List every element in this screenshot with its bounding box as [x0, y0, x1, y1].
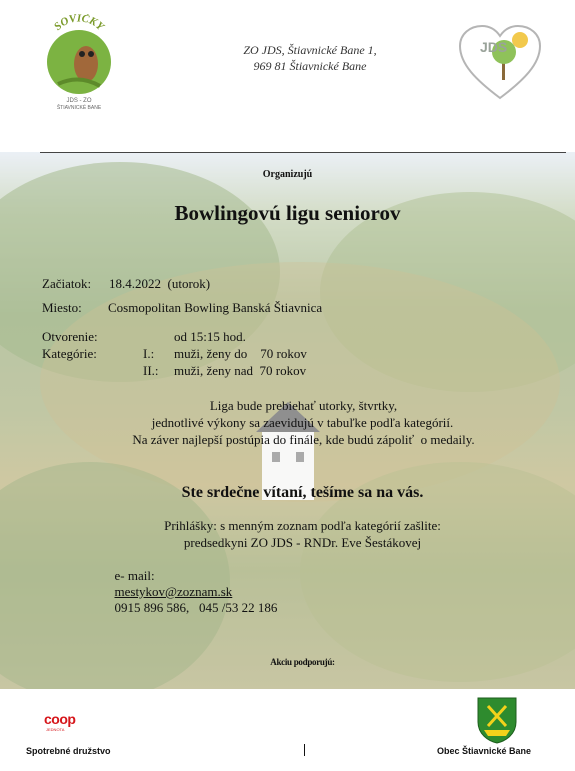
welcome-text: Ste srdečne vítaní, tešíme sa na vás.	[181, 484, 424, 501]
email-label: e- mail:	[114, 568, 155, 583]
opening-label: Otvorenie:	[42, 329, 98, 344]
category-1-text: muži, ženy do 70 rokov	[174, 346, 307, 361]
header-divider	[40, 152, 566, 153]
place-label: Miesto:	[42, 300, 82, 315]
sovicky-logo	[38, 14, 120, 110]
logo-arc-text: SOVIČKY	[51, 14, 107, 33]
info-line-2: jednotlivé výkony sa zaevidujú v tabuľke podľa kategórií.	[151, 415, 454, 430]
village-name: Obec Štiavnické Bane	[437, 746, 532, 756]
coop-logo-sub: JEDNOTA	[46, 727, 65, 732]
coop-logo-text: coop	[44, 711, 76, 727]
registration-line-2: predsedkyni ZO JDS - RNDr. Eve Šestákovej	[183, 535, 422, 550]
category-2-text: muži, ženy nad 70 rokov	[174, 363, 307, 378]
address	[190, 42, 430, 74]
registration-line-1: Prihlášky: s menným zoznam podľa kategórií zašlite:	[164, 518, 441, 533]
start-label: Začiatok:	[42, 276, 92, 291]
page-title: Bowlingovú ligu seniorov	[174, 201, 401, 225]
opening-value: od 15:15 hod.	[174, 329, 246, 344]
start-value: 18.4.2022 (utorok)	[109, 276, 211, 291]
info-line-3: Na záver najlepší postúpia do finále, kde budú zápoliť o medaily.	[132, 432, 475, 447]
intro-text: Organizujú	[262, 169, 313, 180]
email-link[interactable]: mestykov@zoznam.sk	[114, 584, 233, 599]
address-line1: ZO JDS, Štiavnické Bane 1,	[243, 43, 377, 57]
jds-logo	[456, 22, 544, 100]
coop-name: Spotrebné družstvo	[26, 746, 111, 756]
logo-bottom-text: JDS - ZO	[66, 98, 92, 104]
category-2-number: II.:	[143, 363, 159, 378]
place-value: Cosmopolitan Bowling Banská Štiavnica	[108, 300, 323, 315]
text-cursor	[304, 744, 305, 756]
village-crest	[476, 696, 518, 744]
jds-logo-text: JDS	[480, 39, 508, 55]
logo-bottom-text2: ŠTIAVNICKÉ BANE	[56, 105, 102, 110]
registration-contact	[108, 552, 277, 616]
info-line-1: Liga bude prebiehať utorky, štvrtky,	[209, 398, 398, 413]
coop-logo	[42, 710, 82, 734]
supporters-label: Akciu podporujú:	[270, 657, 335, 667]
phone-numbers: 0915 896 586, 045 /53 22 186	[114, 600, 278, 615]
category-1-number: I.:	[143, 346, 155, 361]
categories-label: Kategórie:	[42, 346, 97, 361]
address-line2: 969 81 Štiavnické Bane	[253, 59, 367, 73]
